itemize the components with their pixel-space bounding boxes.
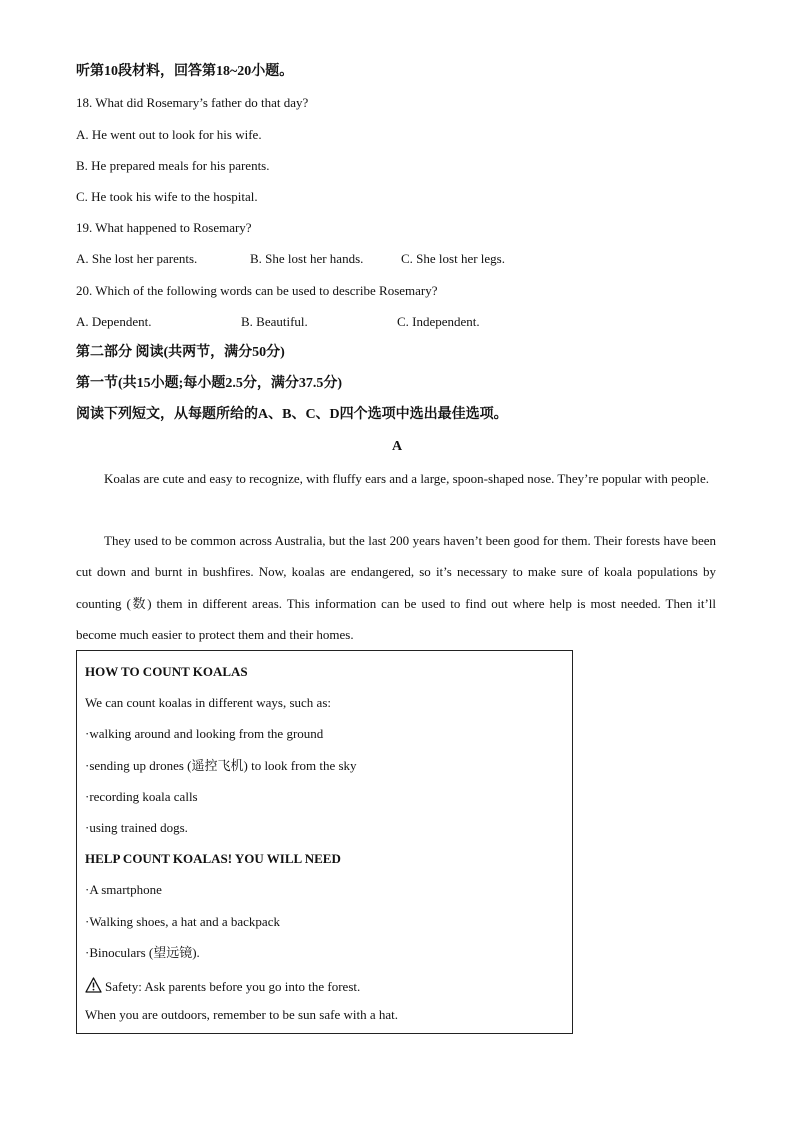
reading-instruction: 阅读下列短文，从每题所给的A、B、C、D四个选项中选出最佳选项。 [76,407,508,422]
q19-option-c: C. She lost her legs. [401,251,505,266]
q20-option-b: B. Beautiful. [241,314,308,329]
help-title: HELP COUNT KOALAS! YOU WILL NEED [85,851,341,866]
box-intro: We can count koalas in different ways, such as: [85,695,331,710]
way-item: ·using trained dogs. [85,820,188,835]
listening-heading: 听第10段材料，回答第18~20小题。 [76,64,294,79]
need-item: ·Walking shoes, a hat and a backpack [85,914,280,929]
part2-heading: 第二部分 阅读(共两节，满分50分) [76,345,285,360]
q20-option-c: C. Independent. [397,314,480,329]
q19-question: 19. What happened to Rosemary? [76,220,252,235]
need-item: ·Binoculars (望远镜). [85,945,200,960]
q18-option-a: A. He went out to look for his wife. [76,127,262,142]
q19-option-b: B. She lost her hands. [250,251,364,266]
safety-line [85,977,360,997]
section1-heading: 第一节(共15小题;每小题2.5分，满分37.5分) [76,376,342,391]
paragraph-2: They used to be common across Australia, but the last 200 years haven’t been good for them. Their forests have been cut down and burnt in bushfires. Now, koalas are endangered, so it’s necessary to make sure of koala populations by counting (数) them in different areas. This information can be used to find out where help is most needed. Then it’ll become much easier to protect them and their homes. [76,533,716,642]
paragraph-1: Koalas are cute and easy to recognize, with fluffy ears and a large, spoon-shaped nose. They’re popular with people. [104,471,710,486]
way-item: ·sending up drones (遥控飞机) to look from the sky [85,758,357,773]
need-item: ·A smartphone [85,882,162,897]
koala-info-box [76,650,573,1034]
passage-label: A [391,439,403,454]
q18-option-b: B. He prepared meals for his parents. [76,158,270,173]
way-item: ·walking around and looking from the ground [85,726,324,741]
sun-safe-line: When you are outdoors, remember to be sun safe with a hat. [85,1007,398,1022]
q20-option-a: A. Dependent. [76,314,152,329]
way-item: ·recording koala calls [85,789,198,804]
box-title: HOW TO COUNT KOALAS [85,664,248,679]
safety-text: Safety: Ask parents before you go into the forest. [105,979,361,994]
q20-question: 20. Which of the following words can be used to describe Rosemary? [76,283,438,298]
warning-triangle-icon [85,977,102,997]
q18-question: 18. What did Rosemary’s father do that day? [76,95,309,110]
q18-option-c: C. He took his wife to the hospital. [76,189,258,204]
q19-option-a: A. She lost her parents. [76,251,198,266]
